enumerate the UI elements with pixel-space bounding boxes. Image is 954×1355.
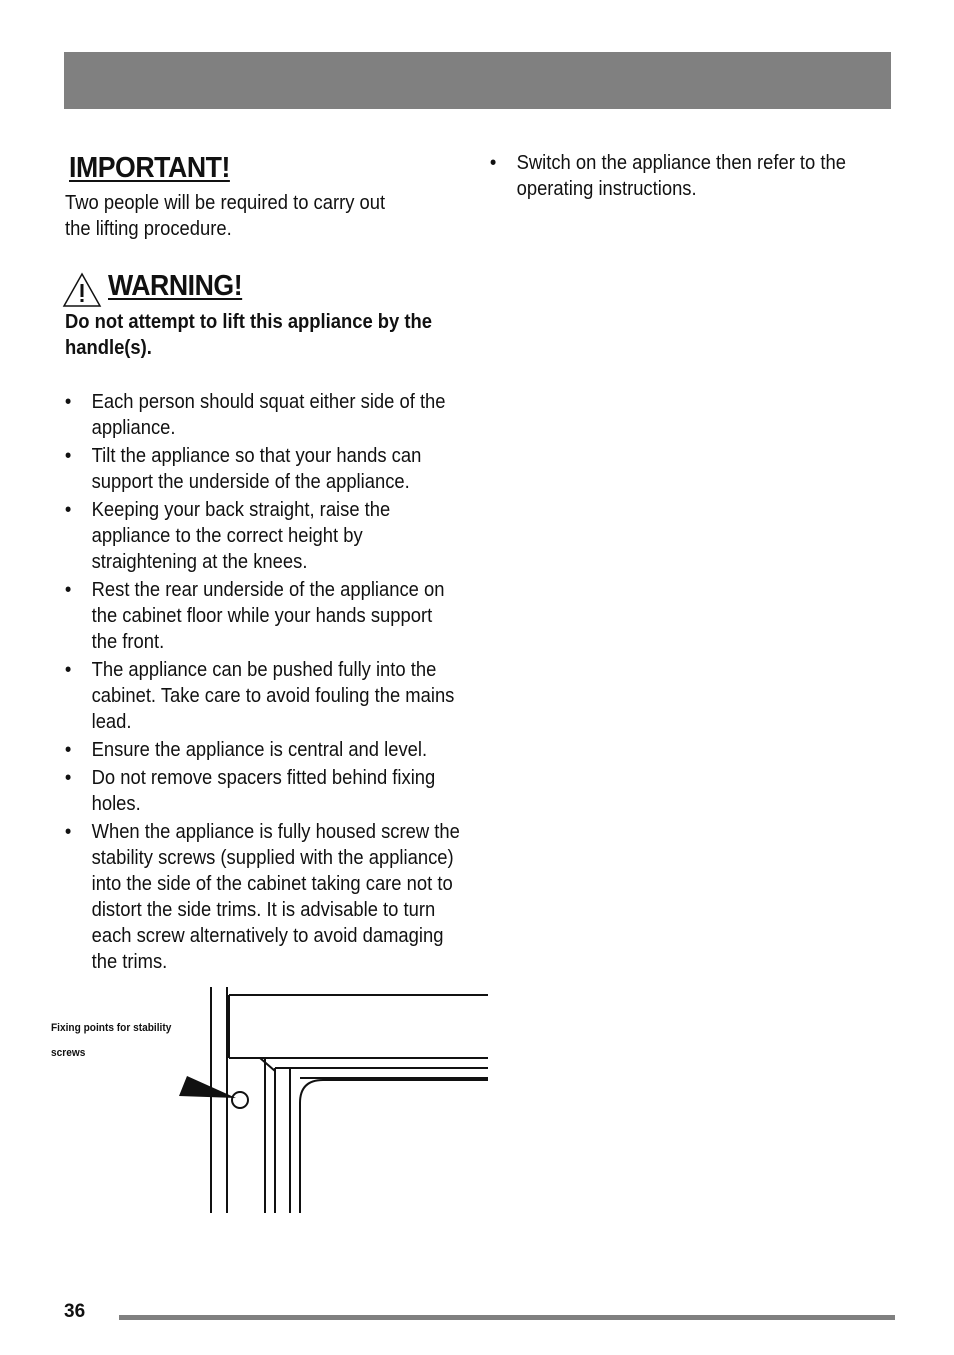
list-item: • Each person should squat either side of the appliance. <box>64 391 446 439</box>
lifting-steps-list <box>64 389 461 977</box>
important-heading: IMPORTANT! <box>69 152 230 184</box>
bullet-icon: • <box>64 445 72 467</box>
figure-label: Fixing points for stability screws <box>51 1022 172 1059</box>
bullet-icon: • <box>64 659 72 681</box>
bullet-icon: • <box>489 152 497 174</box>
warning-heading: WARNING! <box>108 270 243 302</box>
warning-triangle-icon <box>62 272 102 308</box>
warning-text: Do not attempt to lift this appliance by the handle(s). <box>65 311 432 359</box>
bullet-icon: • <box>64 391 72 413</box>
list-item: • Ensure the appliance is central and level. <box>64 739 428 761</box>
list-item: • Rest the rear underside of the appliance on the cabinet floor while your hands support the front. <box>64 579 445 653</box>
right-steps-list <box>489 150 857 204</box>
bullet-icon: • <box>64 767 72 789</box>
page-number: 36 <box>64 1301 86 1322</box>
bullet-icon: • <box>64 579 72 601</box>
bullet-icon: • <box>64 739 72 761</box>
list-item: • Do not remove spacers fitted behind fixing holes. <box>64 767 436 815</box>
header-bar <box>64 52 891 109</box>
bullet-icon: • <box>64 821 72 843</box>
important-text: Two people will be required to carry out the lifting procedure. <box>65 192 386 240</box>
list-item: • Switch on the appliance then refer to the operating instructions. <box>489 152 846 200</box>
list-item: • Tilt the appliance so that your hands can support the underside of the appliance. <box>64 445 422 493</box>
stability-screw-diagram <box>170 985 490 1217</box>
list-item: • Keeping your back straight, raise the appliance to the correct height by straightening at the knees. <box>64 499 391 573</box>
list-item: • The appliance can be pushed fully into the cabinet. Take care to avoid fouling the mains lead. <box>64 659 455 733</box>
list-item: • When the appliance is fully housed screw the stability screws (supplied with the appliance) into the side of the cabinet taking care not to distort the side trims. It is advisable to turn each screw alternatively to avoid damaging the trims. <box>64 821 460 973</box>
footer-bar <box>119 1315 895 1320</box>
bullet-icon: • <box>64 499 72 521</box>
